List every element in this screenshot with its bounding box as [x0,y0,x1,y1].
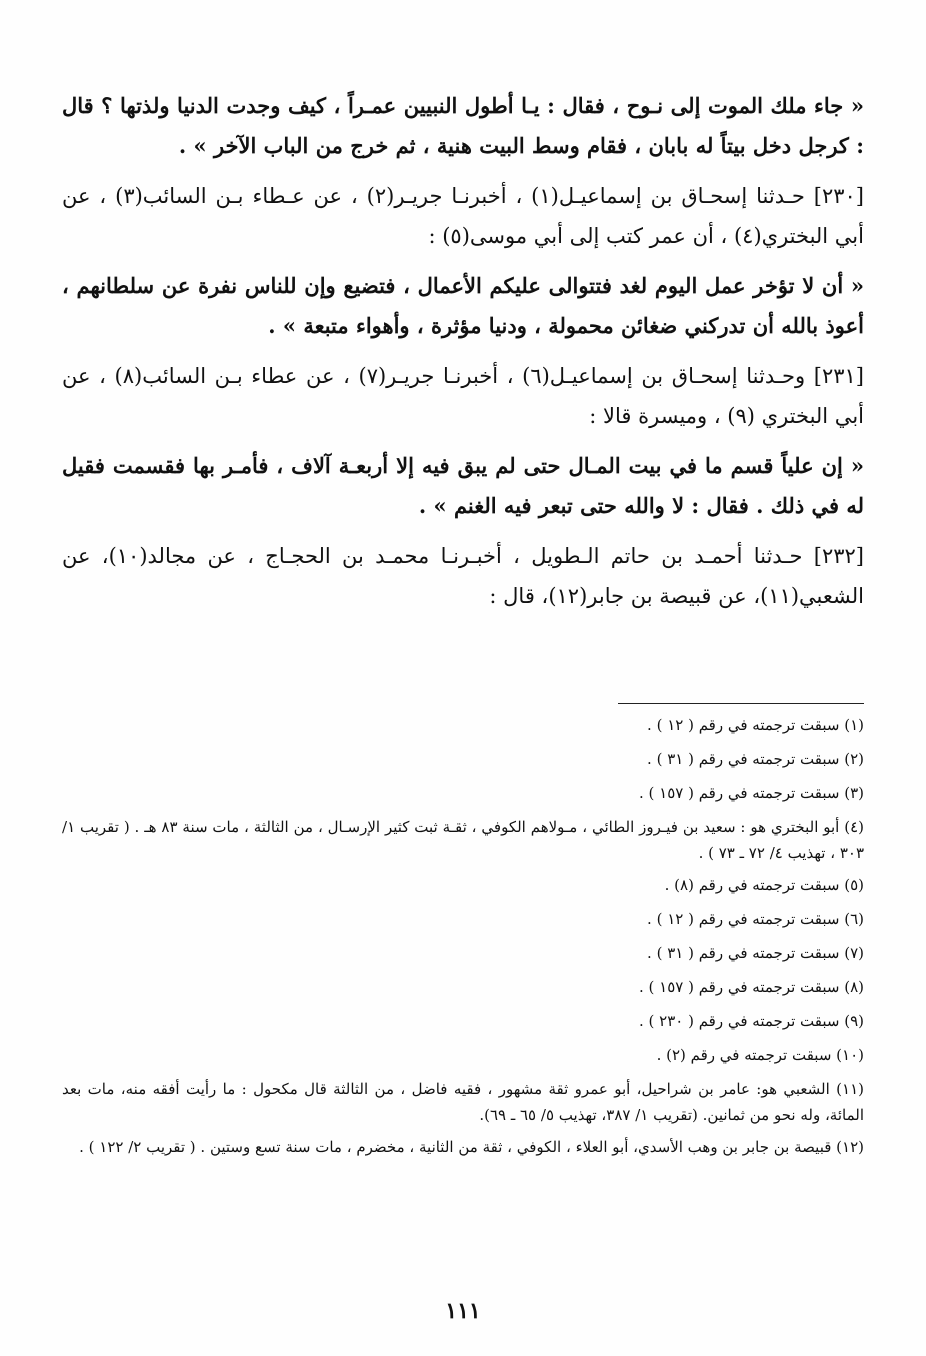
footnotes [62,712,864,1166]
quote-paragraph: « إن علياً قسم ما في بيت المـال حتى لم يبق فيه إلا أربعـة آلاف ، فأمـر بها فقسمت فقيل له في ذلك . فقال : لا والله حتى تبعر فيه الغنم » . [62,453,864,518]
footnote-8: (٨) سبقت ترجمته في رقم ( ١٥٧ ) . [638,978,864,996]
footnote-7: (٧) سبقت ترجمته في رقم ( ٣١ ) . [647,944,864,962]
footnote-1: (١) سبقت ترجمته في رقم ( ١٢ ) . [647,716,864,734]
page-number: ١١١ [445,1298,481,1324]
main-text [62,86,864,626]
footnote-12: (١٢) قبيصة بن جابر بن وهب الأسدي، أبو العلاء ، الكوفي ، ثقة من الثانية ، مخضرم ، مات سنة تسع وستين . ( تقريب ٢/ ١٢٢ ) . [79,1138,864,1156]
hadith-paragraph-232: [٢٣٢] حـدثنا أحمـد بن حاتم الـطويل ، أخبـرنـا محمـد بن الحجـاج ، عن مجالد(١٠)، عن الشعبي(١١)، عن قبيصة بن جابر(١٢)، قال : [62,544,864,608]
footnote-4: (٤) أبو البختري هو : سعيد بن فيـروز الطائي ، مـولاهم الكوفي ، ثقـة ثبت كثير الإرسـال ، من الثالثة ، مات سنة ٨٣ هـ . ( تقريب ١/ ٣٠٣ ، تهذيب ٤/ ٧٢ ـ ٧٣ ) . [62,818,864,862]
hadith-paragraph-230: [٢٣٠] حـدثنا إسحـاق بن إسماعيـل(١) ، أخبرنـا جريـر(٢) ، عن عـطاء بـن السائب(٣) ، عن أبي البختري(٤) ، أن عمر كتب إلى أبي موسى(٥) : [62,184,864,248]
footnote-10: (١٠) سبقت ترجمته في رقم (٢) . [656,1046,864,1064]
footnote-divider [618,703,864,704]
quote-paragraph: « أن لا تؤخر عمل اليوم لغد فتتوالى عليكم الأعمال ، فتضيع وإن للناس نفرة عن سلطانهم ، أعوذ بالله أن تدركني ضغائن محمولة ، ودنيا مؤثرة ، وأهواء متبعة » . [62,273,864,338]
footnote-11: (١١) الشعبي هو: عامر بن شراحيل، أبو عمرو ثقة مشهور ، فقيه فاضل ، من الثالثة قال مكحول : ما رأيت أفقه منه، مات بعد المائة، وله نحو من ثمانين. (تقريب ١/ ٣٨٧، تهذيب ٥/ ٦٥ ـ ٦٩). [62,1080,864,1124]
footnote-2: (٢) سبقت ترجمته في رقم ( ٣١ ) . [647,750,864,768]
hadith-paragraph-231: [٢٣١] وحـدثنا إسحـاق بن إسماعيـل(٦) ، أخبرنـا جريـر(٧) ، عن عطاء بـن السائب(٨) ، عن أبي البختري (٩) ، وميسرة قالا : [62,364,864,428]
quote-paragraph: « جاء ملك الموت إلى نـوح ، فقال : يـا أطول النبيين عمـراً ، كيف وجدت الدنيا ولذتها ؟ قال : كرجل دخل بيتاً له بابان ، فقام وسط البيت هنية ، ثم خرج من الباب الآخر » . [62,93,864,158]
footnote-6: (٦) سبقت ترجمته في رقم ( ١٢ ) . [647,910,864,928]
footnote-9: (٩) سبقت ترجمته في رقم ( ٢٣٠ ) . [638,1012,864,1030]
footnote-5: (٥) سبقت ترجمته في رقم (٨) . [664,876,864,894]
footnote-3: (٣) سبقت ترجمته في رقم ( ١٥٧ ) . [638,784,864,802]
